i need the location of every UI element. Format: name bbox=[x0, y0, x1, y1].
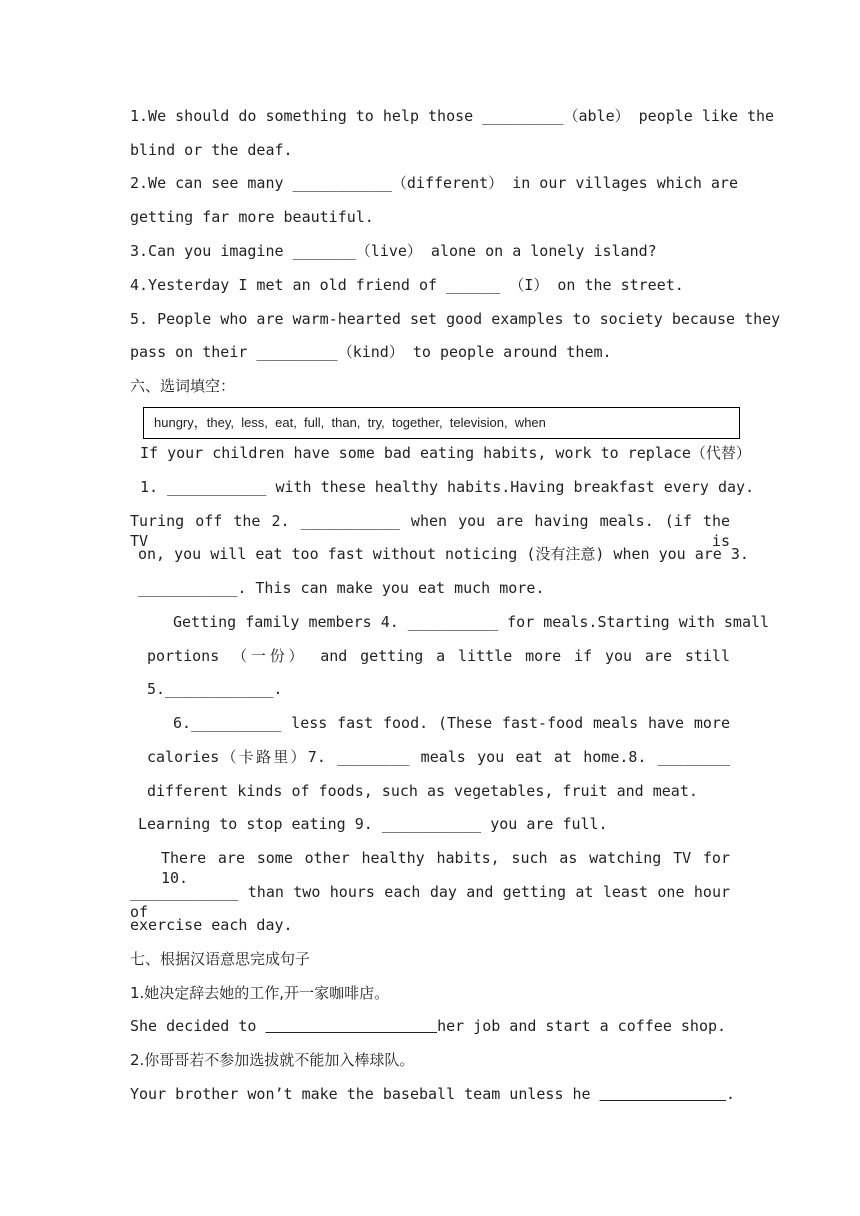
s6-line-5: ___________. This can make you eat much more. bbox=[138, 579, 545, 597]
s6-line-1: If your children have some bad eating habits, work to replace（代替） bbox=[140, 444, 751, 462]
s6-line-3: Turing off the 2. ___________ when you are having meals. (if the TV is bbox=[130, 512, 730, 550]
s6-line-11: different kinds of foods, such as vegetables, fruit and meat. bbox=[147, 782, 698, 800]
s5-line-4: getting far more beautiful. bbox=[130, 208, 374, 226]
s7-q2-answer-blank[interactable] bbox=[600, 1085, 726, 1103]
word-bank-box: hungry，they, less, eat, full, than, try, together, television, when bbox=[143, 407, 740, 439]
s6-line-13: There are some other healthy habits, such as watching TV for 10. bbox=[161, 849, 730, 887]
s6-line-7: portions （一份） and getting a little more if you are still bbox=[147, 647, 730, 665]
s6-line-9: 6.__________ less fast food. (These fast-food meals have more bbox=[173, 714, 730, 732]
s5-line-7: 5. People who are warm-hearted set good examples to society because they bbox=[130, 310, 781, 328]
s7-q2-chinese: 2.你哥哥若不参加选拔就不能加入棒球队。 bbox=[130, 1051, 415, 1069]
s7-q1-english bbox=[130, 1016, 730, 1036]
s7-q2-text-a: Your brother won’t make the baseball team unless he bbox=[130, 1085, 600, 1103]
s6-line-10: calories（卡路里）7. ________ meals you eat at home.8. ________ bbox=[147, 748, 730, 766]
s7-q1-chinese: 1.她决定辞去她的工作,开一家咖啡店。 bbox=[130, 984, 390, 1002]
s6-line-14: ____________ than two hours each day and getting at least one hour of bbox=[130, 883, 730, 921]
s7-q2-english bbox=[130, 1084, 736, 1104]
s5-line-1: 1.We should do something to help those _________（able） people like the bbox=[130, 107, 775, 125]
s6-line-15: exercise each day. bbox=[130, 916, 293, 934]
s6-line-8: 5.____________. bbox=[147, 680, 283, 698]
s6-line-2: 1. ___________ with these healthy habits.Having breakfast every day. bbox=[140, 478, 755, 496]
s5-line-5: 3.Can you imagine _______（live） alone on a lonely island? bbox=[130, 242, 657, 260]
s6-line-12: Learning to stop eating 9. ___________ you are full. bbox=[138, 815, 608, 833]
s6-line-6: Getting family members 4. __________ for meals.Starting with small bbox=[173, 613, 770, 631]
s6-line-4: on, you will eat too fast without noticing (没有注意) when you are 3. bbox=[138, 545, 749, 563]
s5-line-2: blind or the deaf. bbox=[130, 141, 293, 159]
s5-line-3: 2.We can see many ___________（different） in our villages which are bbox=[130, 174, 738, 192]
s7-q2-text-b: . bbox=[726, 1085, 736, 1103]
s7-q1-text-a: She decided to bbox=[130, 1017, 266, 1035]
s7-q1-answer-blank[interactable] bbox=[265, 1017, 437, 1035]
section-6-heading: 六、选词填空： bbox=[130, 377, 236, 395]
s5-line-6: 4.Yesterday I met an old friend of ______ （I） on the street. bbox=[130, 276, 684, 294]
s5-line-8: pass on their _________（kind） to people around them. bbox=[130, 343, 612, 361]
s7-q1-text-b: her job and start a coffee shop. bbox=[437, 1017, 727, 1035]
section-7-heading: 七、根据汉语意思完成句子 bbox=[130, 950, 311, 968]
